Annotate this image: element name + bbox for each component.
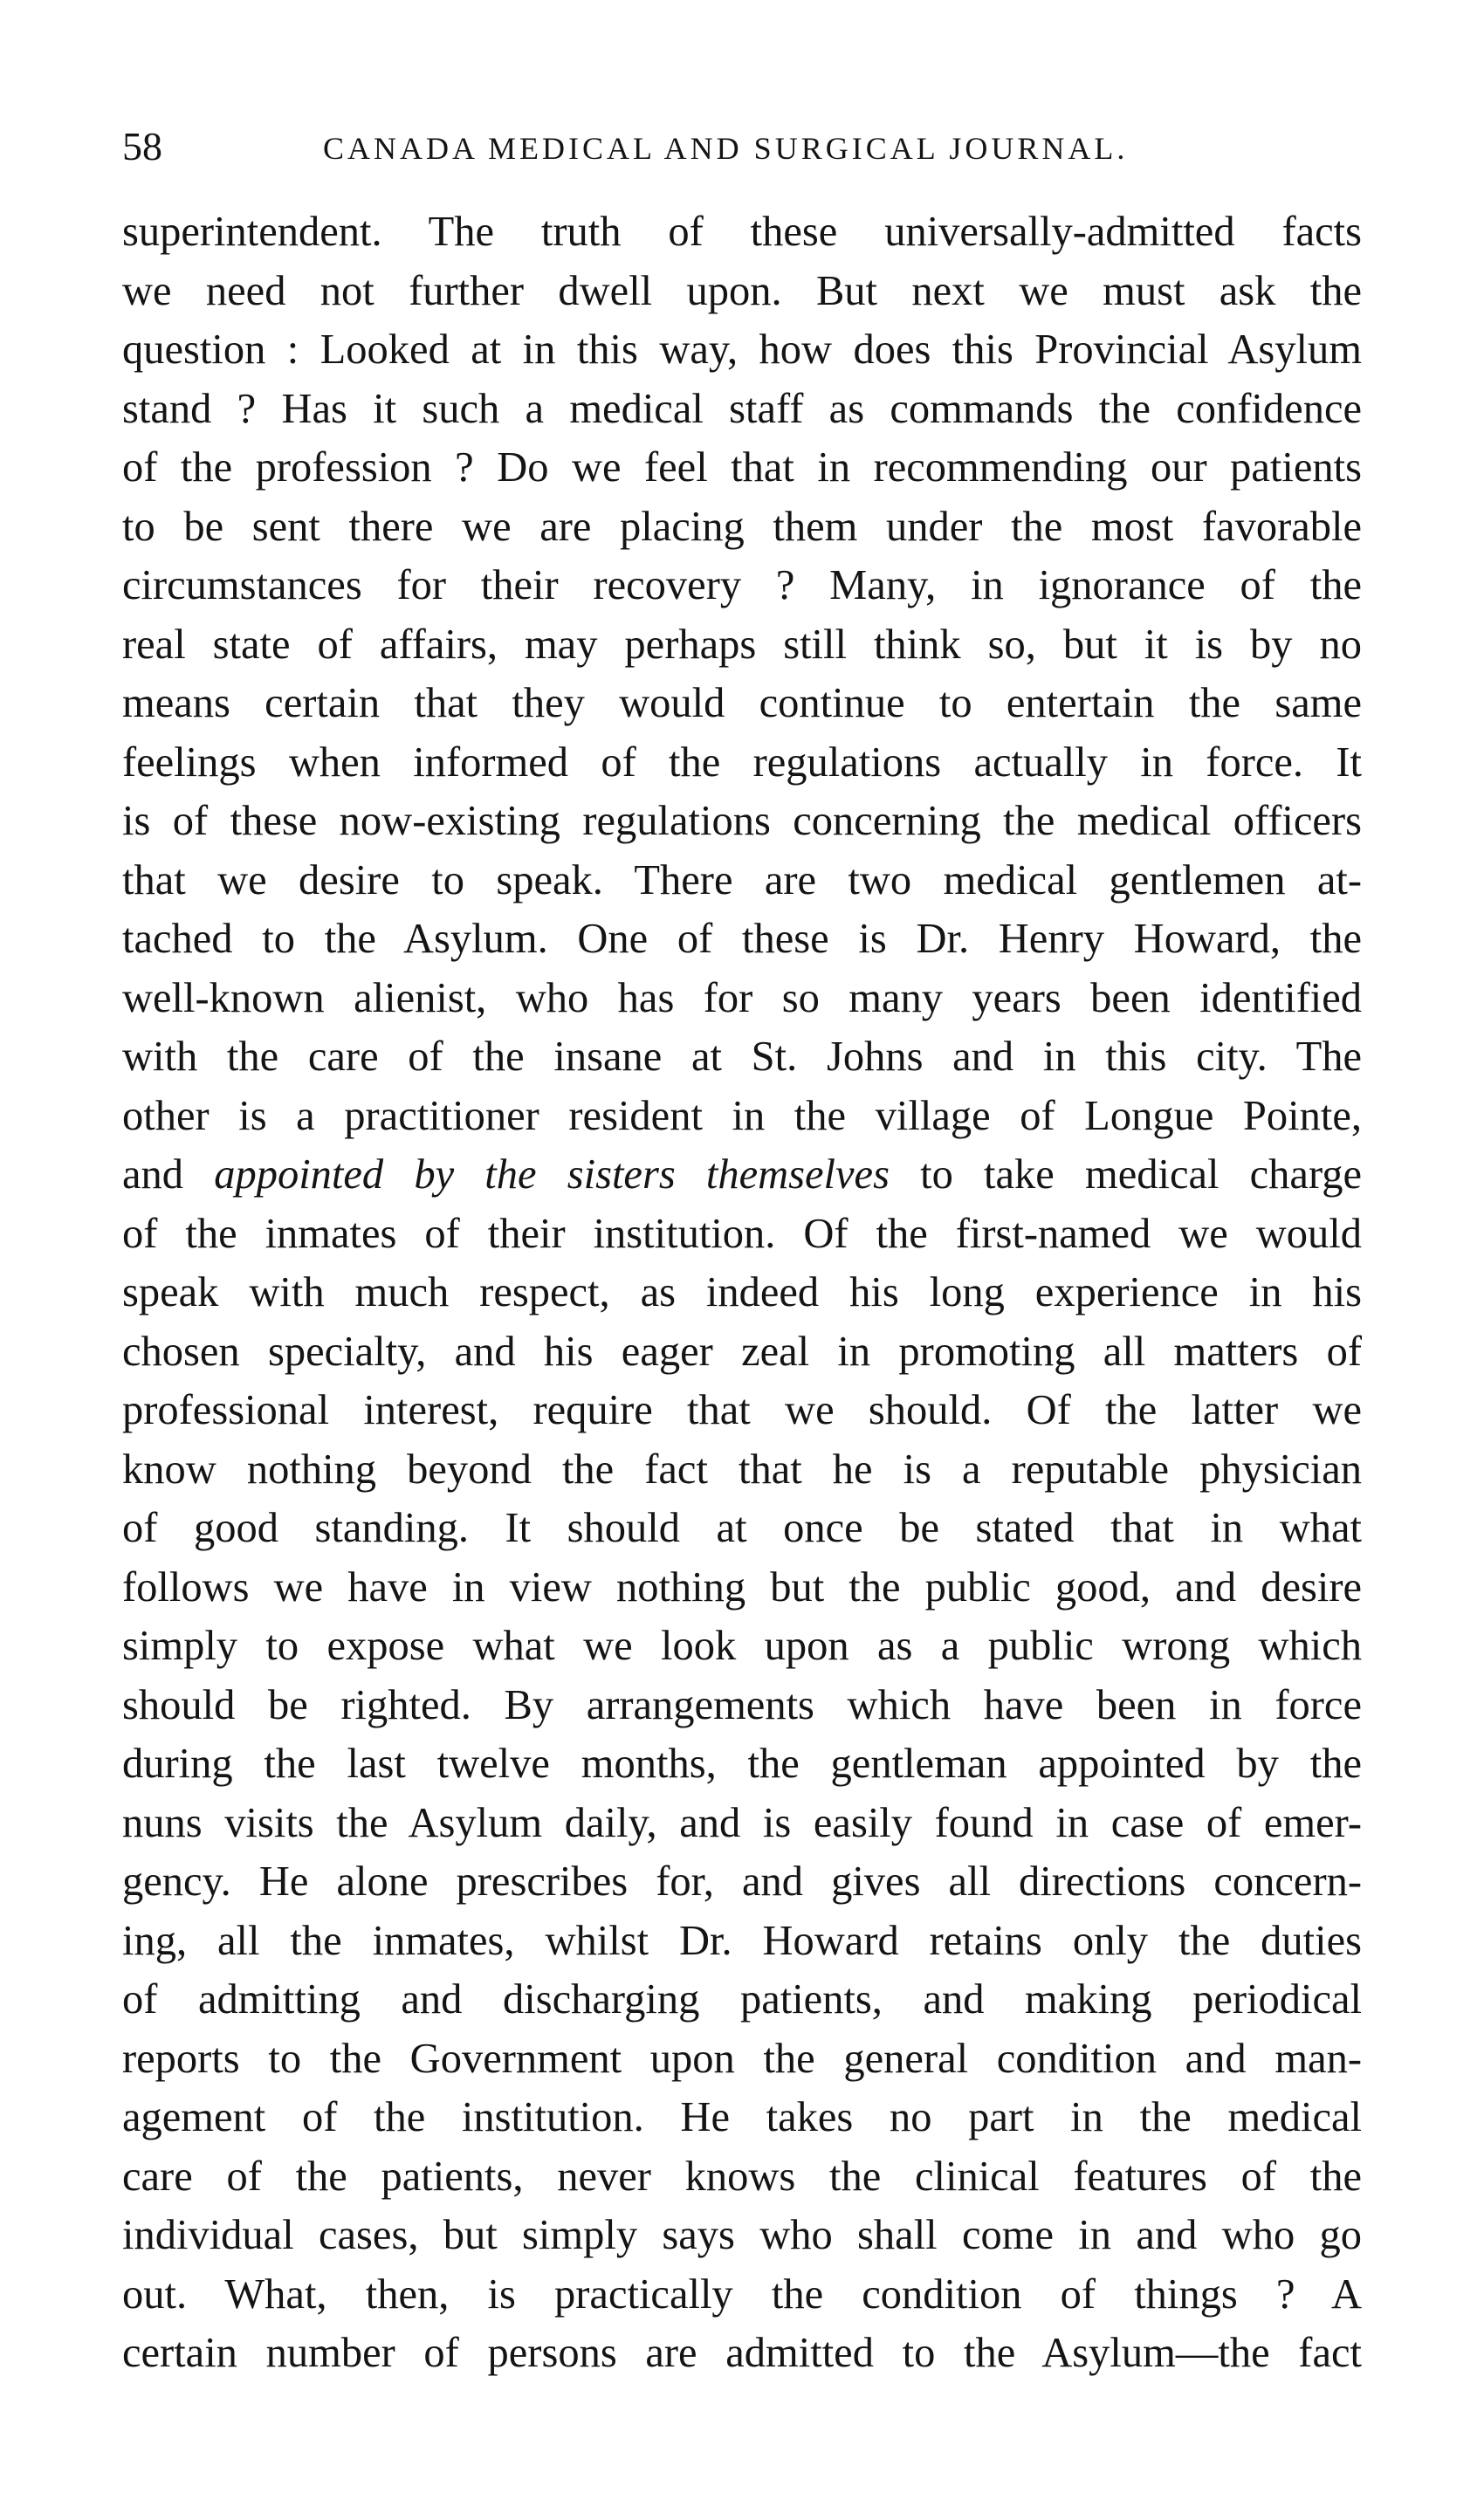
text-line xyxy=(122,851,1362,910)
text-line xyxy=(122,498,1362,557)
text-segment: tached to the Asylum. One of these is Dr. Henry Howard, the xyxy=(122,916,1362,962)
text-segment: out. What, then, is practically the condition of things ? A xyxy=(122,2270,1362,2318)
text-segment: with the care of the insane at St. Johns and in this city. The xyxy=(122,1034,1362,1080)
text-segment: during the last twelve months, the gentleman appointed by the xyxy=(122,1741,1362,1787)
text-segment: and xyxy=(122,1151,215,1198)
text-line xyxy=(122,380,1362,439)
journal-title: CANADA MEDICAL AND SURGICAL JOURNAL. xyxy=(323,131,1129,166)
italic-text: appointed by the sisters themselves xyxy=(214,1151,890,1198)
text-line xyxy=(122,1794,1362,1853)
text-segment: question : Looked at in this way, how does this Provincial Asylum xyxy=(122,326,1362,373)
text-line xyxy=(122,320,1362,380)
text-line xyxy=(122,1617,1362,1676)
text-line xyxy=(122,1381,1362,1440)
running-head xyxy=(122,120,1362,182)
text-segment: speak with much respect, as indeed his long experience in his xyxy=(122,1269,1362,1315)
text-line xyxy=(122,1558,1362,1618)
text-segment: is of these now-existing regulations concerning the medical officers xyxy=(122,798,1362,844)
text-line xyxy=(122,1499,1362,1558)
text-line xyxy=(122,1734,1362,1794)
text-segment: of good standing. It should at once be stated that in what xyxy=(122,1505,1362,1551)
text-line xyxy=(122,203,1362,262)
text-line xyxy=(122,733,1362,793)
text-segment: superintendent. The truth of these universally-admitted facts xyxy=(122,209,1362,255)
text-line xyxy=(122,1970,1362,2030)
text-segment: professional interest, require that we should. Of the latter we xyxy=(122,1387,1362,1433)
text-segment: chosen specialty, and his eager zeal in promoting all matters of xyxy=(122,1328,1362,1375)
text-segment: real state of affairs, may perhaps still think so, but it is by no xyxy=(122,621,1362,668)
text-line xyxy=(122,1087,1362,1146)
text-line xyxy=(122,792,1362,851)
text-segment: of admitting and discharging patients, and making periodical xyxy=(122,1976,1362,2023)
text-line xyxy=(122,1676,1362,1735)
text-line xyxy=(122,2324,1362,2383)
text-line xyxy=(122,969,1362,1028)
text-line xyxy=(122,2088,1362,2147)
text-segment: ing, all the inmates, whilst Dr. Howard retains only the duties xyxy=(122,1917,1362,1964)
text-segment: gency. He alone prescribes for, and gives all directions concern- xyxy=(122,1858,1362,1905)
text-line xyxy=(122,674,1362,733)
text-segment: individual cases, but simply says who shall come in and who go xyxy=(122,2212,1362,2258)
text-segment: to be sent there we are placing them under the most favorable xyxy=(122,503,1362,550)
text-segment: means certain that they would continue to entertain the same xyxy=(122,680,1362,726)
text-line xyxy=(122,1205,1362,1264)
text-segment: of the profession ? Do we feel that in recommending our patients xyxy=(122,444,1362,491)
text-line xyxy=(122,2030,1362,2089)
text-segment: well-known alienist, who has for so many years been identified xyxy=(122,974,1362,1021)
text-segment: to take medical charge xyxy=(889,1151,1362,1198)
text-segment: follows we have in view nothing but the public good, and desire xyxy=(122,1563,1362,1611)
text-segment: stand ? Has it such a medical staff as commands the confidence xyxy=(122,385,1362,432)
page-number: 58 xyxy=(122,124,162,168)
text-segment: agement of the institution. He takes no part in the medical xyxy=(122,2094,1362,2140)
text-segment: other is a practitioner resident in the village of Longue Pointe, xyxy=(122,1092,1362,1139)
text-line xyxy=(122,2206,1362,2265)
text-segment: of the inmates of their institution. Of the first-named we would xyxy=(122,1210,1362,1257)
text-line xyxy=(122,1263,1362,1322)
text-line xyxy=(122,1027,1362,1087)
text-line xyxy=(122,1440,1362,1500)
text-line xyxy=(122,910,1362,969)
body-text xyxy=(122,203,1362,2383)
text-segment: that we desire to speak. There are two medical gentlemen at- xyxy=(122,856,1362,903)
text-segment: circumstances for their recovery ? Many, in ignorance of the xyxy=(122,562,1362,608)
text-line xyxy=(122,1322,1362,1382)
text-segment: feelings when informed of the regulations actually in force. It xyxy=(122,738,1362,786)
text-segment: we need not further dwell upon. But next we must ask the xyxy=(122,267,1362,314)
text-segment: reports to the Government upon the general condition and man- xyxy=(122,2035,1362,2082)
text-segment: care of the patients, never knows the clinical features of the xyxy=(122,2153,1362,2200)
text-line xyxy=(122,438,1362,498)
text-line xyxy=(122,1852,1362,1912)
text-segment: certain number of persons are admitted to the Asylum—the fact xyxy=(122,2330,1362,2376)
text-line xyxy=(122,556,1362,615)
text-segment: should be righted. By arrangements which have been in force xyxy=(122,1681,1362,1728)
text-segment: nuns visits the Asylum daily, and is easily found in case of emer- xyxy=(122,1799,1362,1846)
text-segment: simply to expose what we look upon as a public wrong which xyxy=(122,1623,1362,1669)
text-line xyxy=(122,2147,1362,2207)
text-line xyxy=(122,615,1362,675)
text-line xyxy=(122,262,1362,321)
text-line xyxy=(122,2265,1362,2325)
text-segment: know nothing beyond the fact that he is a reputable physician xyxy=(122,1446,1362,1493)
text-line xyxy=(122,1912,1362,1971)
text-line xyxy=(122,1145,1362,1205)
